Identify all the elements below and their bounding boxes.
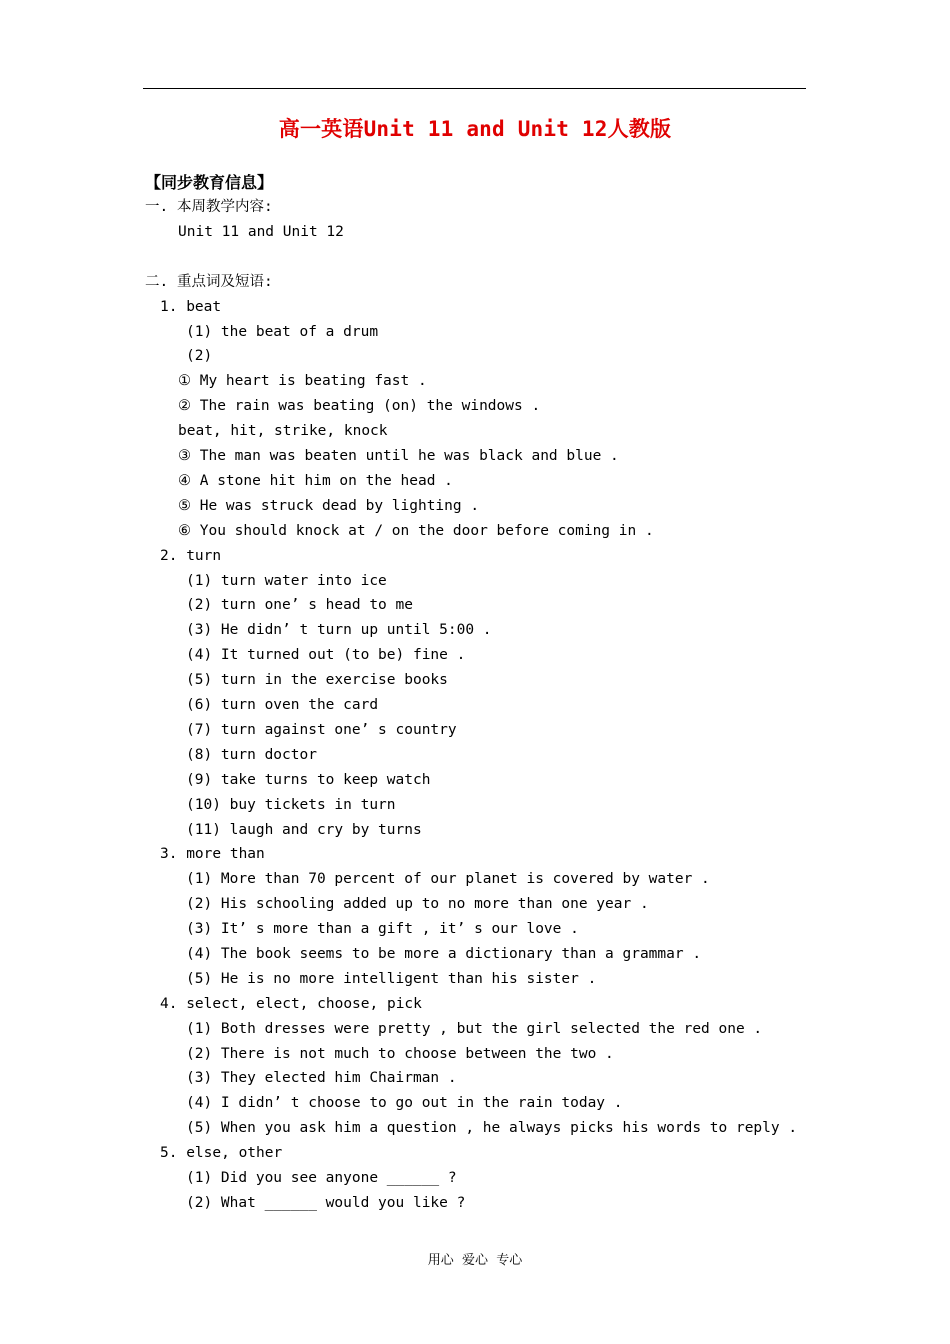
text-line: beat, hit, strike, knock — [178, 423, 388, 439]
text-line: (5) turn in the exercise books — [186, 672, 448, 688]
text-line: (6) turn oven the card — [186, 697, 379, 713]
text-line: (5) When you ask him a question , he always picks his words to reply . — [186, 1120, 798, 1136]
text-line: (1) the beat of a drum — [186, 324, 379, 340]
text-line: (9) take turns to keep watch — [186, 772, 431, 788]
text-line: (11) laugh and cry by turns — [186, 822, 422, 838]
text-line: 5. else, other — [160, 1145, 283, 1161]
text-line: (1) turn water into ice — [186, 573, 387, 589]
text-line: ⑥ You should knock at / on the door before coming in . — [178, 523, 654, 539]
text-line: (2) turn one’ s head to me — [186, 597, 413, 613]
text-line: Unit 11 and Unit 12 — [178, 224, 344, 240]
text-line: (5) He is no more intelligent than his sister . — [186, 971, 597, 987]
header-rule — [143, 88, 806, 89]
text-line: (3) They elected him Chairman . — [186, 1070, 457, 1086]
text-line: (4) I didn’ t choose to go out in the rain today . — [186, 1095, 623, 1111]
text-line: (4) It turned out (to be) fine . — [186, 647, 466, 663]
text-line: 4. select, elect, choose, pick — [160, 996, 422, 1012]
page-title: 高一英语Unit 11 and Unit 12人教版 — [278, 117, 672, 141]
text-line: 1. beat — [160, 299, 222, 315]
text-line: ① My heart is beating fast . — [178, 373, 427, 389]
text-line: (8) turn doctor — [186, 747, 317, 763]
text-line: ③ The man was beaten until he was black and blue . — [178, 448, 619, 464]
text-line: (2) There is not much to choose between the two . — [186, 1046, 614, 1062]
text-line: (2) His schooling added up to no more than one year . — [186, 896, 649, 912]
text-line: 一. 本周教学内容: — [145, 199, 273, 215]
text-line: (7) turn against one’ s country — [186, 722, 457, 738]
text-line: 二. 重点词及短语: — [145, 274, 273, 290]
text-line: (10) buy tickets in turn — [186, 797, 396, 813]
text-line: (3) He didn’ t turn up until 5:00 . — [186, 622, 492, 638]
text-line: (1) Did you see anyone ______ ? — [186, 1170, 457, 1186]
text-line: ② The rain was beating (on) the windows . — [178, 398, 541, 414]
text-line: (1) More than 70 percent of our planet is covered by water . — [186, 871, 710, 887]
page-footer: 用心 爱心 专心 — [427, 1253, 523, 1268]
section-heading: 【同步教育信息】 — [145, 173, 274, 192]
text-line: 3. more than — [160, 846, 265, 862]
text-line: 2. turn — [160, 548, 222, 564]
text-line: (1) Both dresses were pretty , but the girl selected the red one . — [186, 1021, 763, 1037]
text-line: (3) It’ s more than a gift , it’ s our love . — [186, 921, 579, 937]
text-line: ⑤ He was struck dead by lighting . — [178, 498, 480, 514]
text-line: (2) What ______ would you like ? — [186, 1195, 466, 1211]
text-line: (4) The book seems to be more a dictionary than a grammar . — [186, 946, 702, 962]
text-line: (2) — [186, 348, 213, 364]
text-line: ④ A stone hit him on the head . — [178, 473, 453, 489]
